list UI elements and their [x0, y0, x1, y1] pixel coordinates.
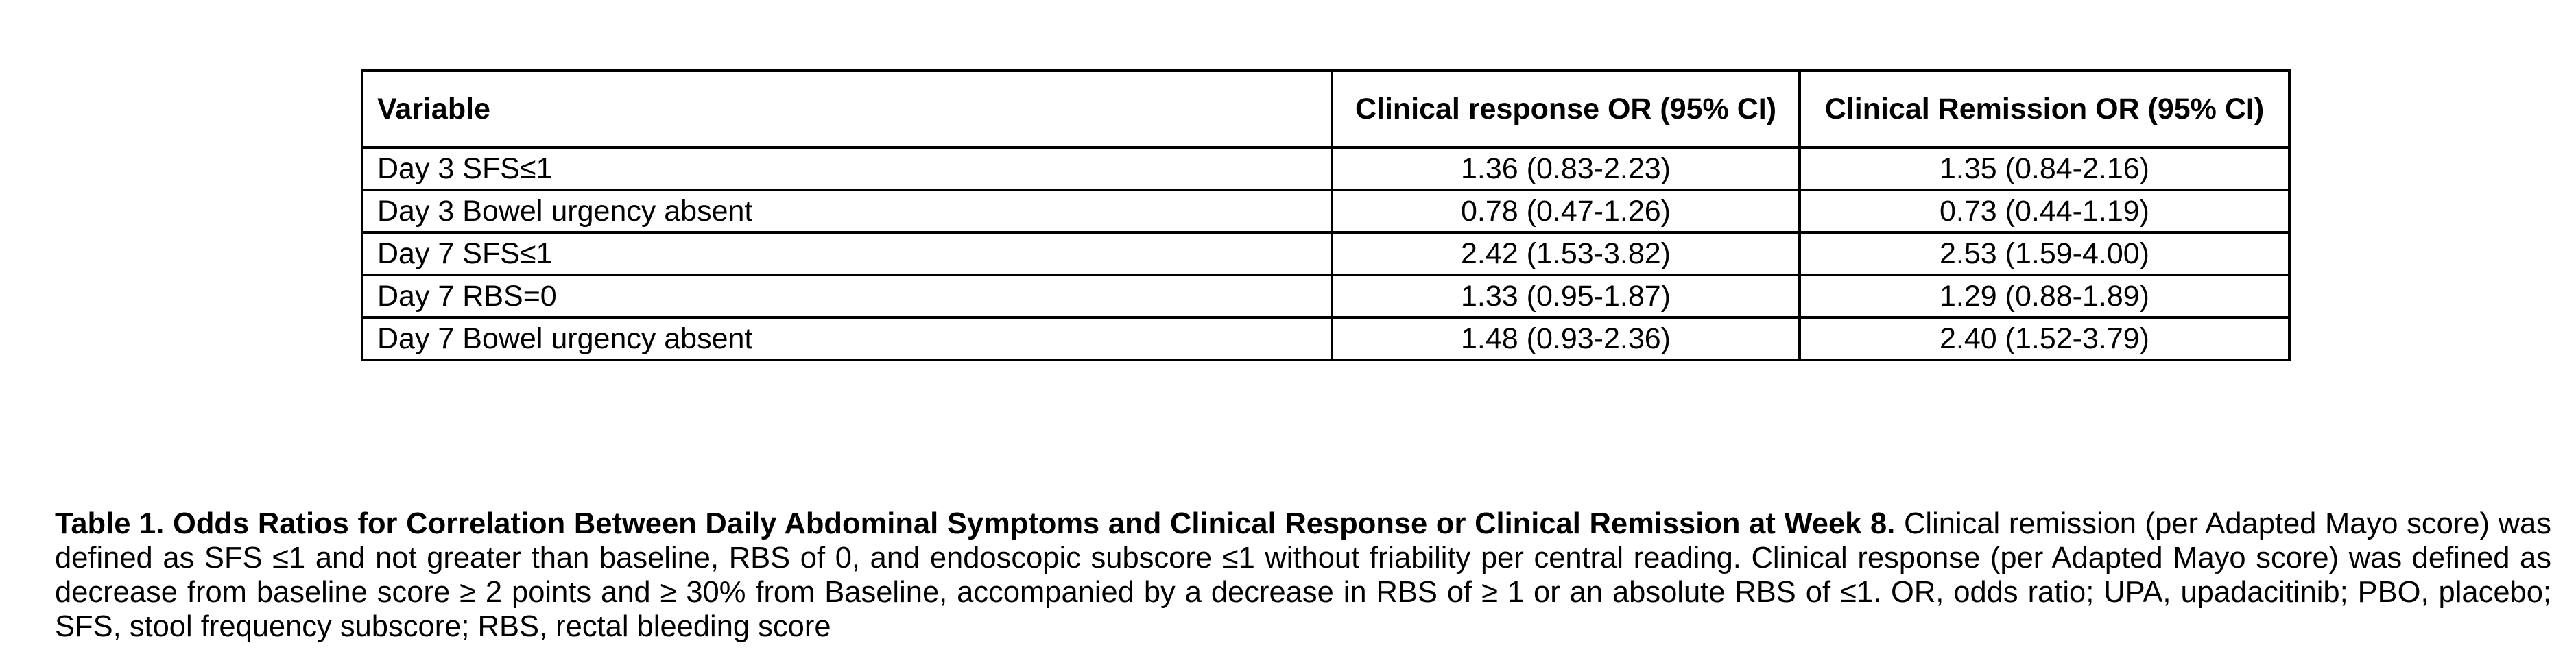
header-variable: Variable [362, 71, 1332, 147]
odds-ratio-table-container [361, 69, 2288, 361]
cell-response-or: 1.33 (0.95-1.87) [1332, 275, 1800, 317]
header-clinical-remission: Clinical Remission OR (95% CI) [1800, 71, 2289, 147]
cell-remission-or: 1.35 (0.84-2.16) [1800, 147, 2289, 190]
table-row [362, 232, 2289, 275]
cell-response-or: 1.36 (0.83-2.23) [1332, 147, 1800, 190]
cell-variable: Day 7 RBS=0 [362, 275, 1332, 317]
cell-variable: Day 3 Bowel urgency absent [362, 190, 1332, 232]
table-row [362, 190, 2289, 232]
caption-title: Table 1. Odds Ratios for Correlation Between Daily Abdominal Symptoms and Clinical Response or Clinical Remission at Week 8. [55, 507, 1896, 540]
cell-remission-or: 1.29 (0.88-1.89) [1800, 275, 2289, 317]
odds-ratio-table [361, 69, 2291, 361]
table-row [362, 147, 2289, 190]
cell-variable: Day 7 SFS≤1 [362, 232, 1332, 275]
cell-variable: Day 7 Bowel urgency absent [362, 317, 1332, 360]
table-row [362, 275, 2289, 317]
table-caption [55, 507, 2551, 644]
header-clinical-response: Clinical response OR (95% CI) [1332, 71, 1800, 147]
table-row [362, 317, 2289, 360]
cell-variable: Day 3 SFS≤1 [362, 147, 1332, 190]
caption-body: Clinical remission (per Adapted Mayo score) was defined as SFS ≤1 and not greater than baseline, RBS of 0, and endoscopic subscore ≤1 without friability per central reading. Clinical response (per Adapted Mayo score) was defined as decrease from baseline score ≥ 2 points and ≥ 30% from Baseline, accompanied by a decrease in RBS of ≥ 1 or an absolute RBS of ≤1. OR, odds ratio; UPA, upadacitinib; PBO, placebo; SFS, stool frequency subscore; RBS, rectal bleeding score [55, 507, 2551, 643]
cell-remission-or: 0.73 (0.44-1.19) [1800, 190, 2289, 232]
cell-remission-or: 2.40 (1.52-3.79) [1800, 317, 2289, 360]
cell-response-or: 2.42 (1.53-3.82) [1332, 232, 1800, 275]
cell-response-or: 0.78 (0.47-1.26) [1332, 190, 1800, 232]
cell-remission-or: 2.53 (1.59-4.00) [1800, 232, 2289, 275]
cell-response-or: 1.48 (0.93-2.36) [1332, 317, 1800, 360]
table-header-row [362, 71, 2289, 147]
